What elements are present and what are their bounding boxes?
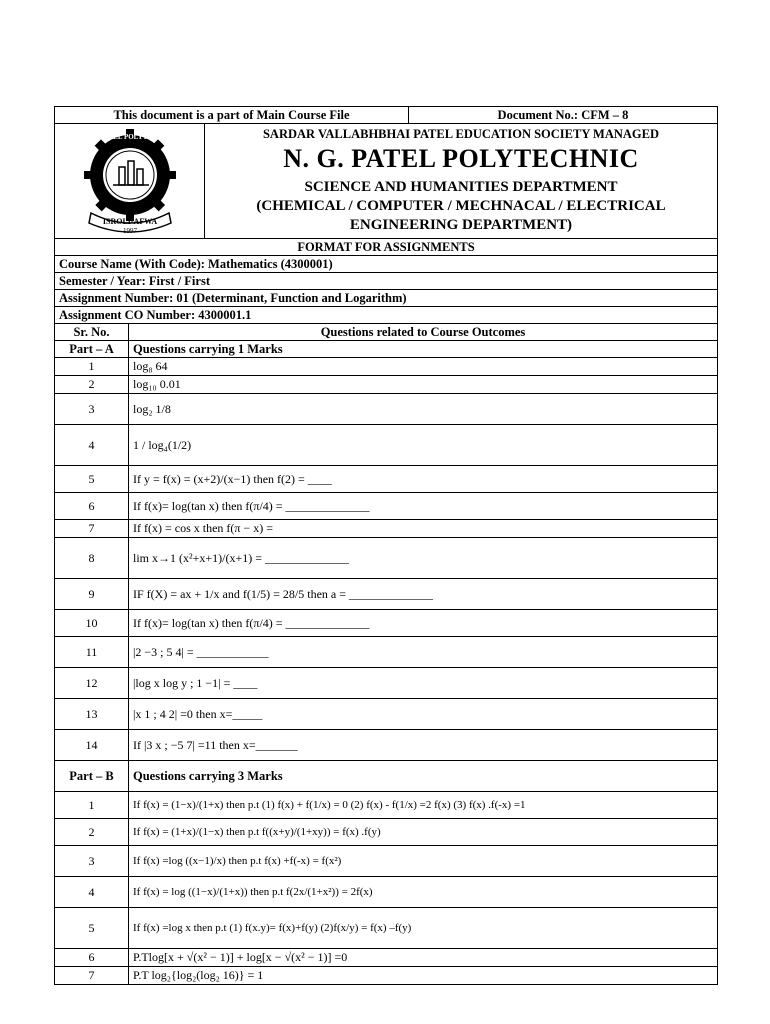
format-title: FORMAT FOR ASSIGNMENTS: [55, 239, 718, 256]
department-line-2: (CHEMICAL / COMPUTER / MECHNACAL / ELECTRICAL: [256, 198, 666, 214]
table-row: [55, 376, 718, 394]
question-text: log₂ 1/8: [129, 394, 718, 425]
table-row: [55, 520, 718, 538]
question-text: If f(x) =log ((x−1)/x) then p.t f(x) +f(-x) = f(x²): [129, 846, 718, 877]
question-number: 3: [55, 846, 129, 877]
logo-text-top: N.G. PATEL POLYTECHNIC: [84, 133, 175, 141]
question-number: 2: [55, 819, 129, 846]
course-name: Course Name (With Code): Mathematics (4300001): [55, 256, 718, 273]
question-number: 6: [55, 493, 129, 520]
question-number: 5: [55, 466, 129, 493]
question-number: 4: [55, 877, 129, 908]
table-row: [55, 846, 718, 877]
question-number: 12: [55, 668, 129, 699]
question-text: 1 / log₄(1/2): [129, 425, 718, 466]
table-row: [55, 967, 718, 985]
question-text: If f(x) = log ((1−x)/(1+x)) then p.t f(2x/(1+x²)) = 2f(x): [129, 877, 718, 908]
assignment-co-number: Assignment CO Number: 4300001.1: [55, 307, 718, 324]
society-name: SARDAR VALLABHBHAI PATEL EDUCATION SOCIETY MANAGED: [262, 126, 659, 141]
college-logo: [61, 125, 199, 237]
question-text: IF f(X) = ax + 1/x and f(1/5) = 28/5 then a = ______________: [129, 579, 718, 610]
table-row: [55, 358, 718, 376]
document-sheet: [54, 106, 717, 985]
table-row: [55, 610, 718, 637]
question-text: log₈ 64: [129, 358, 718, 376]
table-row: [55, 908, 718, 949]
header-text-cell: [205, 124, 718, 239]
question-text: lim x→1 (x²+x+1)/(x+1) = ______________: [129, 538, 718, 579]
question-text: If f(x) = (1+x)/(1−x) then p.t f((x+y)/(1+xy)) = f(x) .f(y): [129, 819, 718, 846]
question-text: log₁₀ 0.01: [129, 376, 718, 394]
questions-header: Questions related to Course Outcomes: [129, 324, 718, 341]
department-line-1: SCIENCE AND HUMANITIES DEPARTMENT: [304, 179, 618, 195]
question-number: 9: [55, 579, 129, 610]
logo-text-bottom: ISROLI-AFWA: [102, 217, 157, 226]
question-text: |log x log y ; 1 −1| = ____: [129, 668, 718, 699]
question-number: 7: [55, 967, 129, 985]
question-text: |x 1 ; 4 2| =0 then x=_____: [129, 699, 718, 730]
assignment-number: Assignment Number: 01 (Determinant, Function and Logarithm): [55, 290, 718, 307]
table-row: [55, 425, 718, 466]
question-text: |2 −3 ; 5 4| = ____________: [129, 637, 718, 668]
question-text: If f(x) = cos x then f(π − x) =: [129, 520, 718, 538]
part-b-label: Part – B: [55, 761, 129, 792]
question-text: If y = f(x) = (x+2)/(x−1) then f(2) = ____: [129, 466, 718, 493]
table-row: [55, 949, 718, 967]
question-number: 6: [55, 949, 129, 967]
question-number: 14: [55, 730, 129, 761]
logo-cell: [55, 124, 205, 239]
part-a-label: Part – A: [55, 341, 129, 358]
sr-no-header: Sr. No.: [55, 324, 129, 341]
question-text: If f(x)= log(tan x) then f(π/4) = ______________: [129, 493, 718, 520]
table-row: [55, 538, 718, 579]
table-row: [55, 792, 718, 819]
top-bar-left: This document is a part of Main Course File: [55, 107, 409, 124]
table-row: [55, 493, 718, 520]
table-row: [55, 877, 718, 908]
semester-year: Semester / Year: First / First: [55, 273, 718, 290]
question-number: 11: [55, 637, 129, 668]
logo-year: 1997: [122, 227, 137, 235]
question-text: P.Tlog[x + √(x² − 1)] + log[x − √(x² − 1)] =0: [129, 949, 718, 967]
question-text: If |3 x ; −5 7| =11 then x=_______: [129, 730, 718, 761]
question-number: 10: [55, 610, 129, 637]
question-number: 5: [55, 908, 129, 949]
assignment-table: [54, 106, 718, 985]
question-number: 13: [55, 699, 129, 730]
question-number: 4: [55, 425, 129, 466]
question-number: 1: [55, 792, 129, 819]
question-number: 2: [55, 376, 129, 394]
part-a-title: Questions carrying 1 Marks: [129, 341, 718, 358]
table-row: [55, 699, 718, 730]
department-line-3: ENGINEERING DEPARTMENT): [349, 217, 573, 233]
question-number: 3: [55, 394, 129, 425]
table-row: [55, 394, 718, 425]
table-row: [55, 668, 718, 699]
question-number: 7: [55, 520, 129, 538]
part-b-title: Questions carrying 3 Marks: [129, 761, 718, 792]
table-row: [55, 466, 718, 493]
college-name: N. G. PATEL POLYTECHNIC: [283, 144, 639, 173]
question-text: P.T log₂{log₂(log₂ 16)} = 1: [129, 967, 718, 985]
table-row: [55, 730, 718, 761]
question-text: If f(x)= log(tan x) then f(π/4) = ______________: [129, 610, 718, 637]
question-text: If f(x) =log x then p.t (1) f(x.y)= f(x)+f(y) (2)f(x/y) = f(x) –f(y): [129, 908, 718, 949]
table-row: [55, 637, 718, 668]
question-number: 8: [55, 538, 129, 579]
top-bar-right: Document No.: CFM – 8: [409, 107, 718, 124]
question-text: If f(x) = (1−x)/(1+x) then p.t (1) f(x) + f(1/x) = 0 (2) f(x) - f(1/x) =2 f(x) (3) f(x) .f(-x) =1: [129, 792, 718, 819]
table-row: [55, 579, 718, 610]
question-number: 1: [55, 358, 129, 376]
table-row: [55, 819, 718, 846]
